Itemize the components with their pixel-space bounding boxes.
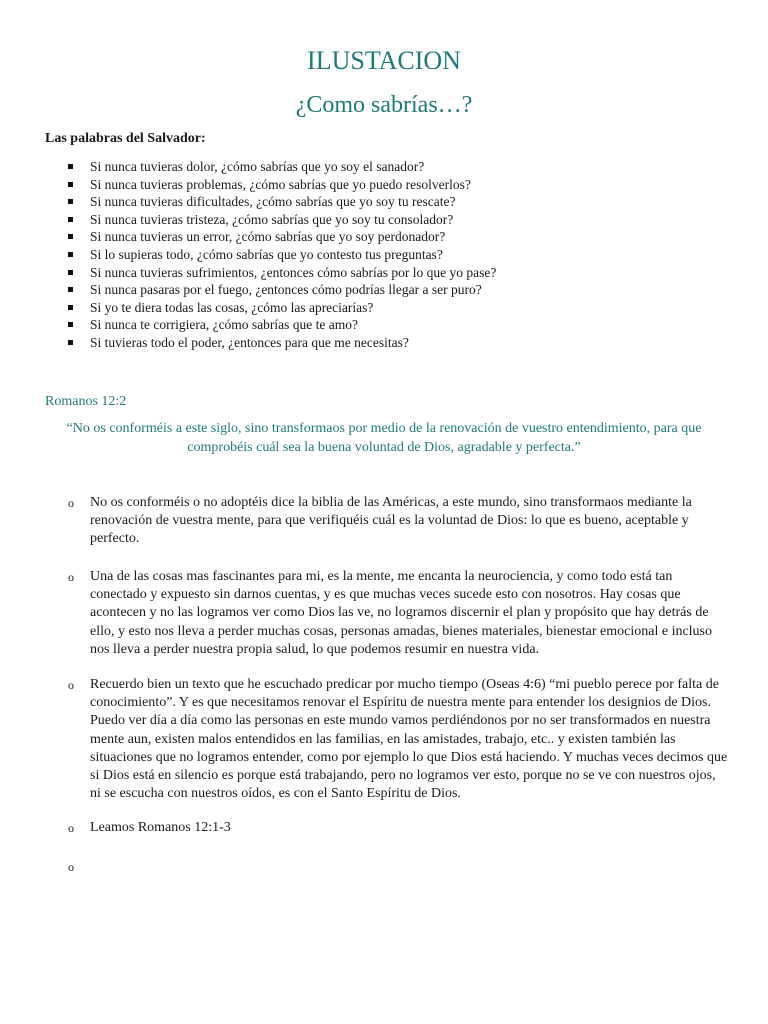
square-bullet-icon — [68, 305, 73, 310]
square-bullet-icon — [68, 164, 73, 169]
list-item-text: Si nunca tuvieras dolor, ¿cómo sabrías que yo soy el sanador? — [90, 159, 425, 174]
list-item — [68, 246, 748, 264]
circle-bullet-icon: o — [68, 678, 74, 692]
list-item — [68, 299, 748, 317]
document-title: ILUSTACION — [307, 46, 461, 75]
square-bullet-icon — [68, 252, 73, 257]
square-bullet-icon — [68, 322, 73, 327]
circle-bullet-icon: o — [68, 821, 74, 835]
list-item-text: Si nunca tuvieras dificultades, ¿cómo sabrías que yo soy tu rescate? — [90, 194, 456, 210]
circle-bullet-icon: o — [68, 570, 74, 584]
list-item-text: Si lo supieras todo, ¿cómo sabrías que yo contesto tus preguntas? — [90, 246, 443, 262]
list-item — [68, 176, 748, 194]
bullet-list — [68, 158, 748, 352]
list-item — [68, 334, 748, 352]
scripture-reference: Romanos 12:2 — [45, 394, 127, 409]
list-item — [68, 158, 748, 176]
square-bullet-icon — [68, 287, 73, 292]
list-item-text: Si nunca tuvieras problemas, ¿cómo sabrías que yo puedo resolverlos? — [90, 176, 471, 192]
scripture-quote: “No os conforméis a este siglo, sino transformaos por medio de la renovación de vuestro entendimiento, para que comprobéis cuál sea la buena voluntad de Dios, agradable y perfecta.” — [66, 421, 702, 455]
list-item-text: Si nunca pasaras por el fuego, ¿entonces cómo podrías llegar a ser puro? — [90, 282, 482, 298]
paragraph-text: Una de las cosas mas fascinantes para mi, es la mente, me encanta la neurociencia, y como todo está tan conectado y expuesto sin darnos cuentas, y es que muchas veces sucede esto con nosotros. Hay cosas que acontecen y no las logramos ver como Dios las ve, no logramos discernir el plan y propósito que hay detrás de ello, y esto nos lleva a perder muchas cosas, personas amadas, bienes materiales, bienestar emocional e incluso nos lleva a perder nuestra propia salud, lo que podemos resumir en nuestra vida. — [90, 569, 713, 657]
list-item-text: Si yo te diera todas las cosas, ¿cómo las apreciarías? — [90, 299, 374, 315]
paragraph-item — [68, 819, 728, 837]
circle-bullet-icon: o — [68, 860, 74, 874]
paragraph-text: Leamos Romanos 12:1-3 — [90, 820, 231, 835]
section-heading: Las palabras del Salvador: — [45, 131, 206, 146]
square-bullet-icon — [68, 234, 73, 239]
list-item — [68, 193, 748, 211]
list-item-text: Si tuvieras todo el poder, ¿entonces para que me necesitas? — [90, 334, 409, 350]
list-item-text: Si nunca te corrigiera, ¿cómo sabrías que te amo? — [90, 317, 359, 333]
list-item — [68, 264, 748, 282]
list-item-text: Si nunca tuvieras sufrimientos, ¿entonces cómo sabrías por lo que yo pase? — [90, 264, 497, 280]
square-bullet-icon — [68, 182, 73, 187]
paragraph-item — [68, 568, 728, 659]
square-bullet-icon — [68, 270, 73, 275]
list-item — [68, 228, 748, 246]
paragraph-text: No os conforméis o no adoptéis dice la biblia de las Américas, a este mundo, sino transformaos mediante la renovación de vuestra mente, para que verifiquéis cuál es la voluntad de Dios: lo que es bueno, aceptable y perfecto. — [90, 495, 692, 547]
square-bullet-icon — [68, 217, 73, 222]
list-item — [68, 211, 748, 229]
document-subtitle: ¿Como sabrías…? — [295, 92, 473, 118]
paragraph-item — [68, 676, 728, 803]
list-item — [68, 316, 748, 334]
circle-bullet-icon: o — [68, 496, 74, 510]
paragraph-text: Recuerdo bien un texto que he escuchado predicar por mucho tiempo (Oseas 4:6) “mi pueblo perece por falta de conocimiento”. Y es que necesitamos renovar el Espíritu de nuestra mente para entender los designios de Dios. Puedo ver día a día como las personas en este mundo vamos perdiéndonos por no ser transformados en nuestra mente aun, existen malos entendidos en las familias, en las amistades, trabajo, etc.. y existen también las situaciones que no logramos entender, como por ejemplo lo que Dios está haciendo. Y muchas veces decimos que si Dios está en silencio es porque está trabajando, pero no logramos ver esto, porque no se ve con nuestros ojos, ni se escucha con nuestros oídos, es con el Santo Espíritu de Dios. — [90, 677, 728, 802]
list-item-text: Si nunca tuvieras un error, ¿cómo sabrías que yo soy perdonador? — [90, 229, 446, 245]
list-item — [68, 281, 748, 299]
square-bullet-icon — [68, 199, 73, 204]
square-bullet-icon — [68, 340, 73, 345]
paragraph-item — [68, 494, 728, 549]
list-item-text: Si nunca tuvieras tristeza, ¿cómo sabrías que yo soy tu consolador? — [90, 211, 454, 227]
